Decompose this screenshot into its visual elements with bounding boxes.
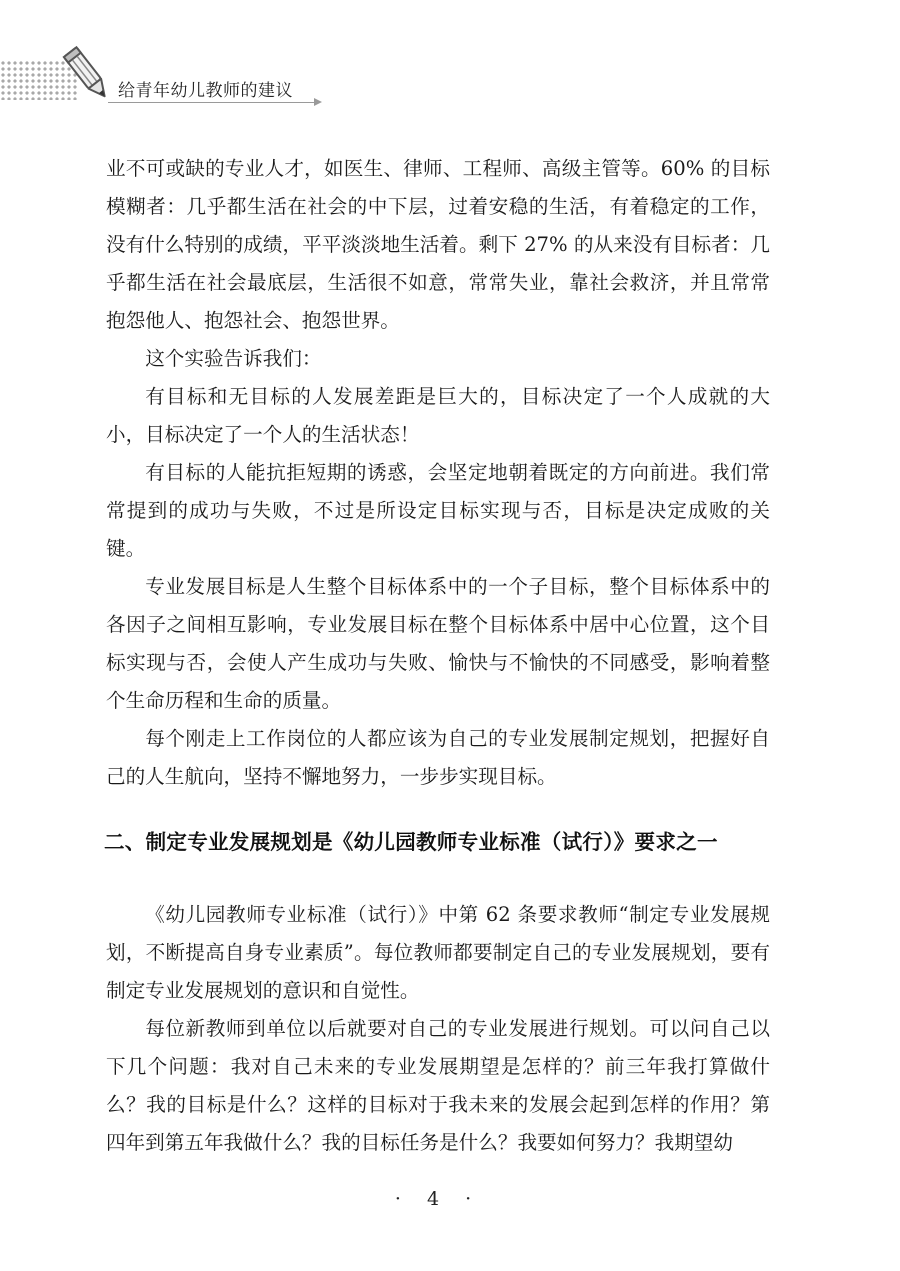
header-arrow-icon <box>314 98 322 106</box>
pencil-icon <box>58 40 118 110</box>
header-rule <box>108 102 318 103</box>
body-paragraph: 每位新教师到单位以后就要对自己的专业发展进行规划。可以问自己以下几个问题：我对自己未来的专业发展期望是怎样的？前三年我打算做什么？我的目标是什么？这样的目标对于我未来的发展会起到怎样的作用？第四年到第五年我做什么？我的目标任务是什么？我要如何努力？我期望幼 <box>106 1017 770 1154</box>
running-header-title: 给青年幼儿教师的建议 <box>118 81 293 101</box>
body-paragraph: 这个实验告诉我们： <box>145 347 322 370</box>
body-paragraph: 有目标的人能抗拒短期的诱惑，会坚定地朝着既定的方向前进。我们常常提到的成功与失败，不过是所设定目标实现与否，目标是决定成败的关键。 <box>106 461 770 560</box>
body-paragraph: 业不可或缺的专业人才，如医生、律师、工程师、高级主管等。60% 的目标模糊者：几乎都生活在社会的中下层，过着安稳的生活，有着稳定的工作，没有什么特别的成绩，平平淡淡地生活着。剩下 27% 的从来没有目标者：几乎都生活在社会最底层，生活很不如意，常常失业，靠社会救济，并且常常抱怨他人、抱怨社会、抱怨世界。 <box>106 157 770 332</box>
section-heading: 二、制定专业发展规划是《幼儿园教师专业标准（试行）》要求之一 <box>104 830 718 854</box>
page-body <box>106 150 770 1162</box>
body-paragraph: 专业发展目标是人生整个目标体系中的一个子目标，整个目标体系中的各因子之间相互影响，专业发展目标在整个目标体系中居中心位置，这个目标实现与否，会使人产生成功与失败、愉快与不愉快的不同感受，影响着整个生命历程和生命的质量。 <box>106 575 770 712</box>
running-header <box>0 40 330 110</box>
body-paragraph: 《幼儿园教师专业标准（试行）》中第 62 条要求教师“制定专业发展规划，不断提高自身专业素质”。每位教师都要制定自己的专业发展规划，要有制定专业发展规划的意识和自觉性。 <box>106 903 770 1002</box>
body-paragraph: 有目标和无目标的人发展差距是巨大的，目标决定了一个人成就的大小，目标决定了一个人的生活状态！ <box>106 385 770 446</box>
body-paragraph: 每个刚走上工作岗位的人都应该为自己的专业发展制定规划，把握好自己的人生航向，坚持不懈地努力，一步步实现目标。 <box>106 727 770 788</box>
page-number: · 4 · <box>394 1188 482 1210</box>
